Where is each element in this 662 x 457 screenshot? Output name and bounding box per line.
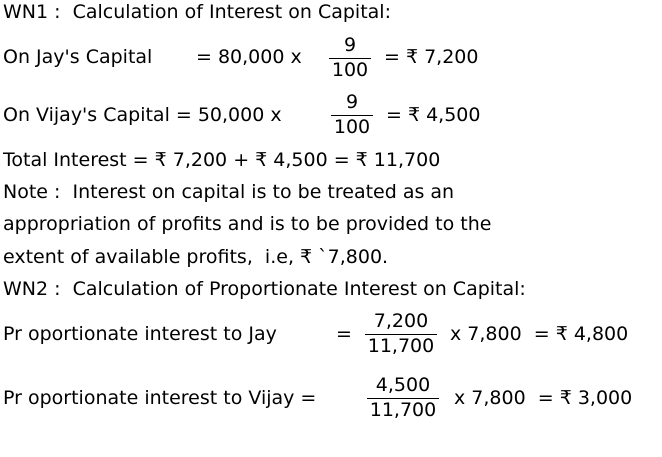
- wn1-heading: WN1 : Calculation of Interest on Capital:: [3, 1, 391, 23]
- wn1-vijay-fraction: [330, 93, 374, 137]
- wn2-jay-result: x 7,800 = ₹ 4,800: [450, 323, 629, 345]
- wn2-vijay-result: x 7,800 = ₹ 3,000: [454, 387, 633, 409]
- wn1-jay-denominator: 100: [331, 59, 369, 81]
- wn2-vijay-denominator: 11,700: [369, 399, 437, 421]
- wn2-vijay-fraction: [366, 376, 440, 420]
- wn1-vijay-numerator: 9: [345, 91, 359, 113]
- wn1-jay-fraction: [328, 36, 372, 80]
- wn1-jay-numerator: 9: [343, 34, 357, 56]
- wn1-vijay-denominator: 100: [333, 116, 371, 138]
- wn1-total-interest: Total Interest = ₹ 7,200 + ₹ 4,500 = ₹ 11,700: [3, 149, 441, 171]
- note-line: extent of available profits, i.e, ₹ `7,800.: [3, 246, 389, 268]
- wn2-vijay-numerator: 4,500: [375, 374, 431, 396]
- wn2-jay-numerator: 7,200: [373, 310, 429, 332]
- wn2-jay-equals: =: [336, 323, 352, 345]
- wn1-jay-lhs: = 80,000 x: [196, 46, 302, 68]
- wn2-jay-label: Pr oportionate interest to Jay: [3, 323, 277, 345]
- wn2-jay-fraction: [364, 312, 438, 356]
- wn2-heading: WN2 : Calculation of Proportionate Interest on Capital:: [3, 278, 526, 300]
- wn1-jay-label: On Jay's Capital: [3, 46, 153, 68]
- wn2-vijay-label: Pr oportionate interest to Vijay =: [3, 387, 317, 409]
- wn2-jay-denominator: 11,700: [367, 335, 435, 357]
- wn1-jay-result: = ₹ 7,200: [384, 46, 479, 68]
- wn1-vijay-label: On Vijay's Capital = 50,000 x: [3, 104, 282, 126]
- note-line: Note : Interest on capital is to be treated as an: [3, 181, 455, 203]
- note-line: appropriation of profits and is to be provided to the: [3, 213, 492, 235]
- wn1-vijay-result: = ₹ 4,500: [386, 104, 481, 126]
